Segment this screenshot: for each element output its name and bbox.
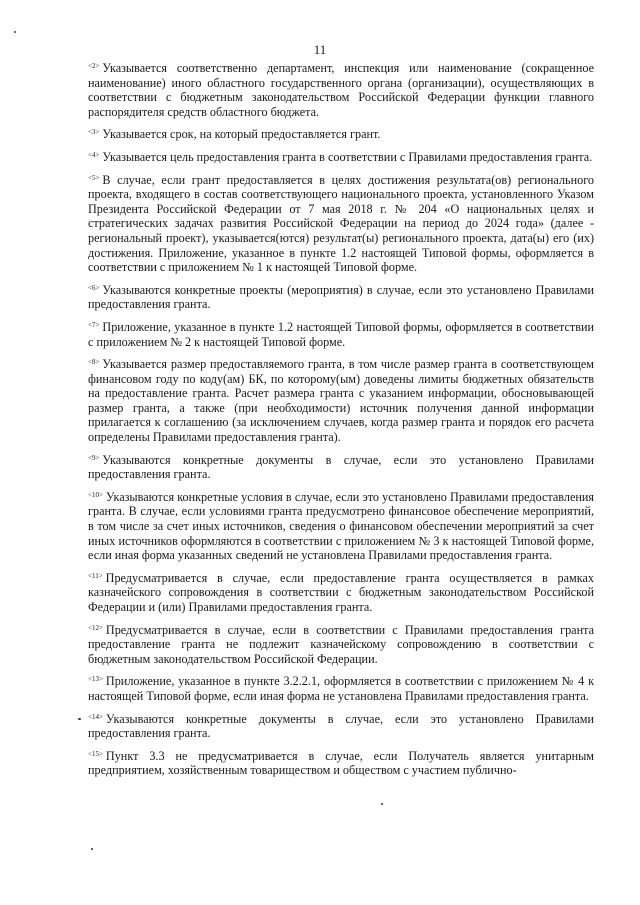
footnote-marker: <14> (88, 712, 103, 721)
footnote-text: Указывается срок, на который предоставляется грант. (102, 127, 381, 142)
footnote-13 (88, 674, 594, 703)
footnote-text: Приложение, указанное в пункте 1.2 настоящей Типовой формы, оформляется в соответствии с приложением № 2 к настоящей Типовой форме. (88, 319, 594, 349)
scan-speck (381, 803, 383, 805)
footnote-marker: <7> (88, 320, 100, 329)
footnote-2 (88, 61, 594, 119)
footnote-text: Указываются конкретные документы в случае, если это установлено Правилами предоставления гранта. (88, 452, 594, 482)
footnote-15 (88, 749, 594, 778)
footnote-marker: <6> (88, 283, 100, 292)
footnote-7 (88, 320, 594, 349)
footnote-text: Указываются конкретные условия в случае, если это установлено Правилами предоставления гранта. В случае, если условиями гранта предусмотрено финансовое обеспечение мероприятий, в том числе за счет иных источников, сведения о финансовом обеспечении мероприятий за счет иных источников оформляются в соответствии с приложением № 3 к настоящей Типовой форме, если иная форма указанных сведений не установлена Правилами предоставления гранта. (88, 489, 594, 563)
footnote-marker: <2> (88, 62, 100, 70)
footnote-14 (88, 712, 594, 741)
footnote-6 (88, 283, 594, 312)
footnote-3 (88, 127, 594, 142)
footnote-8 (88, 357, 594, 445)
footnote-4 (88, 150, 594, 165)
footnote-11 (88, 571, 594, 615)
footnote-text: Приложение, указанное в пункте 3.2.2.1, оформляется в соответствии с приложением № 4 к настоящей Типовой форме, если иная форма не установлена Правилами предоставления гранта. (88, 674, 594, 703)
page-number: 11 (313, 42, 327, 57)
footnote-marker: <11> (88, 571, 103, 580)
scan-speck (14, 31, 16, 33)
scan-speck (91, 848, 93, 850)
footnote-text: В случае, если грант предоставляется в целях достижения результата(ов) регионального проекта, входящего в состав соответствующего национального проекта, установленного Указом Президента Российской Федерации от 7 мая 2018 г. № 204 «О национальных целях и стратегических задачах развития Российской Федерации на период до 2024 года» (далее - региональный проект), указывается(ются) результат(ы) регионального проекта, дата(ы) его (их) достижения. Приложение, указанное в пункте 1.2 настоящей Типовой формы, оформляется в соответствии с приложением № 1 к настоящей Типовой форме. (88, 172, 594, 275)
footnote-10 (88, 490, 594, 563)
scan-speck (78, 718, 81, 720)
footnote-marker: <8> (88, 358, 100, 367)
footnote-marker: <12> (88, 623, 103, 632)
footnote-text: Предусматривается в случае, если предоставление гранта осуществляется в рамках казначейского сопровождения в соответствии с бюджетным законодательством Российской Федерации и (или) Правилами предоставления гранта. (88, 570, 594, 614)
footnote-marker: <13> (88, 675, 103, 684)
footnote-text: Указываются конкретные документы в случае, если это установлено Правилами предоставления гранта. (88, 711, 594, 741)
footnote-text: Указывается соответственно департамент, инспекция или наименование (сокращенное наименование) иного областного государственного органа (организации), осуществляющих в соответствии с бюджетным законодательством Российской Федерации функции главного распорядителя средств областного бюджета. (88, 61, 594, 119)
footnote-text: Указывается размер предоставляемого гранта, в том числе размер гранта в соответствующем финансовом году по коду(ам) БК, по которому(ым) доведены лимиты бюджетных обязательств на предоставление гранта. Расчет размера гранта с указанием информации, обосновывающей размер гранта, а также (при необходимости) источник получения данной информации прилагается к соглашению (за исключением случаев, когда размер гранта и порядок его расчета определены Правилами предоставления гранта). (88, 357, 594, 445)
footnotes-list (88, 61, 594, 786)
footnote-text: Указываются конкретные проекты (мероприятия) в случае, если это установлено Правилами предоставления гранта. (88, 282, 594, 312)
footnote-marker: <3> (88, 128, 100, 137)
footnote-12 (88, 623, 594, 667)
footnote-marker: <10> (88, 490, 103, 499)
footnote-5 (88, 173, 594, 275)
footnote-9 (88, 453, 594, 482)
footnote-text: Пункт 3.3 не предусматривается в случае, если Получатель является унитарным предприятием, хозяйственным товариществом и обществом с участием публично- (88, 748, 594, 778)
footnote-text: Указывается цель предоставления гранта в соответствии с Правилами предоставления гранта. (102, 149, 593, 164)
footnote-marker: <15> (88, 749, 103, 758)
footnote-marker: <4> (88, 150, 100, 159)
footnote-marker: <9> (88, 453, 100, 462)
footnote-marker: <5> (88, 173, 100, 182)
footnote-text: Предусматривается в случае, если в соответствии с Правилами предоставления гранта предоставление гранта не подлежит казначейскому сопровождению в соответствии с бюджетным законодательством Российской Федерации. (88, 622, 594, 666)
